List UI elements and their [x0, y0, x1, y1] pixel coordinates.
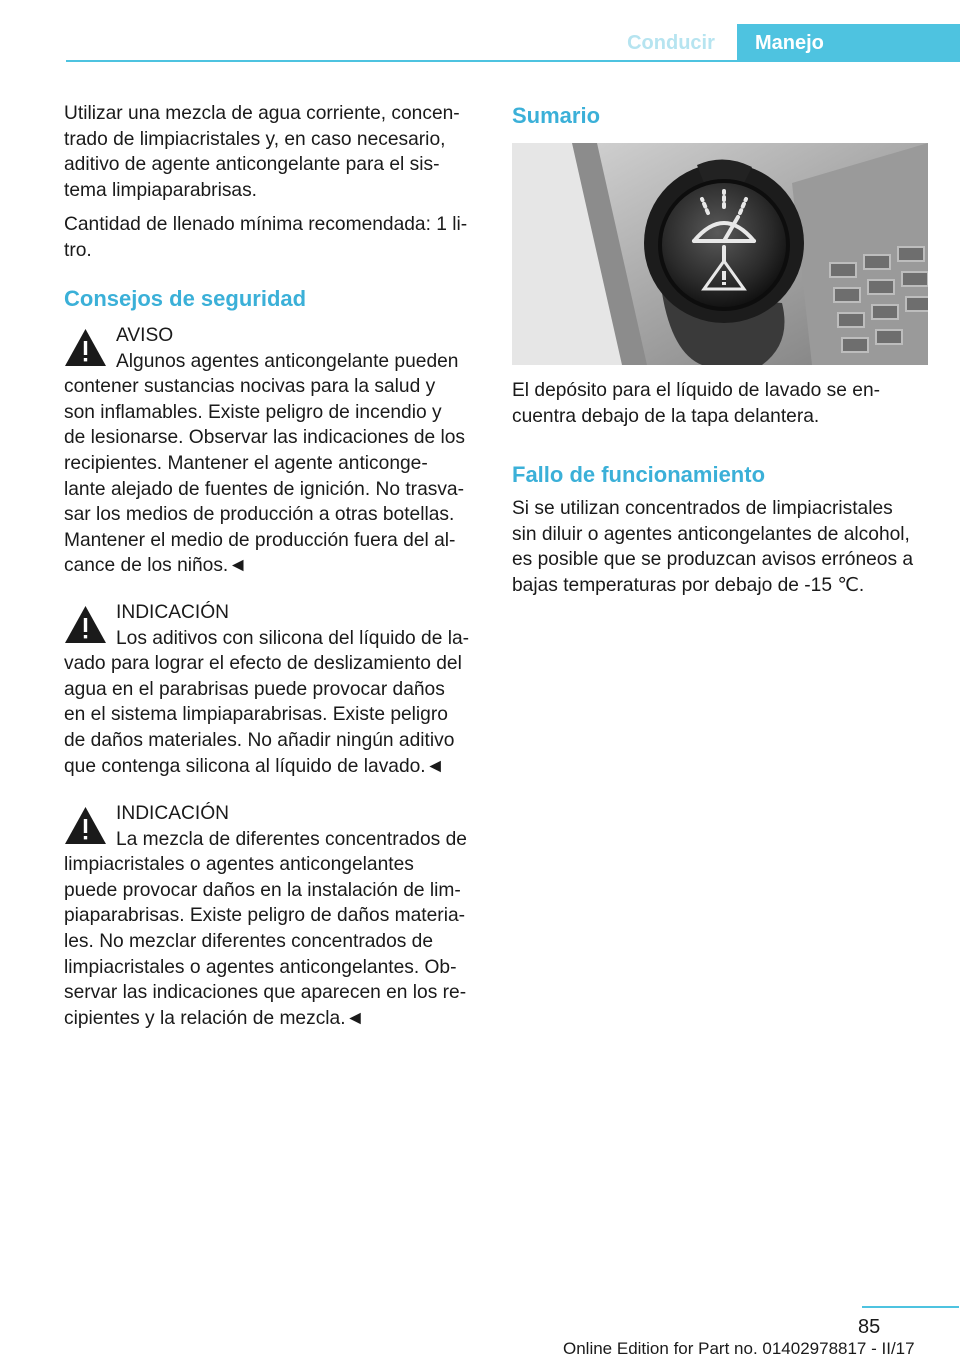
warning-title: AVISO	[116, 325, 174, 346]
text-line: Si se utilizan concentrados de limpiacristales	[512, 498, 893, 519]
washer-cap-illustration	[512, 143, 928, 365]
text-line: recipientes. Mantener el agente anticonge-	[64, 452, 428, 474]
text-line: Algunos agentes anticongelante pueden	[116, 350, 459, 372]
text-line: cance de los niños.◄	[64, 555, 248, 577]
text-line: servar las indicaciones que aparecen en los re-	[64, 982, 467, 1004]
text-line: que contenga silicona al líquido de lavado.◄	[64, 755, 445, 777]
text-line: de daños materiales. No añadir ningún aditivo	[64, 729, 455, 751]
header-divider	[66, 60, 959, 62]
text-line: agua en el parabrisas puede provocar daños	[64, 678, 445, 700]
warning-text	[64, 626, 482, 780]
text-line: cipientes y la relación de mezcla.◄	[64, 1007, 365, 1029]
text-line: les. No mezclar diferentes concentrados de	[64, 930, 434, 952]
photo-caption	[512, 378, 930, 429]
fill-quantity-paragraph	[64, 212, 482, 263]
text-line: contener sustancias nocivas para la salud y	[64, 376, 436, 398]
text-line: de lesionarse. Observar las indicaciones de los	[64, 427, 466, 449]
text-line: lante alejado de fuentes de ignición. No trasva-	[64, 478, 464, 500]
text-line: tema limpiaparabrisas.	[64, 179, 258, 201]
warning-title: INDICACIÓN	[116, 602, 229, 623]
text-line: son inflamables. Existe peligro de incendio y	[64, 401, 442, 423]
header-tab-conducir[interactable]: Conducir	[627, 32, 715, 54]
text-line: vado para lograr el efecto de deslizamiento del	[64, 653, 462, 675]
text-line: tro.	[64, 239, 92, 261]
text-line: sar los medios de producción a otras botellas.	[64, 504, 455, 526]
fault-heading: Fallo de funcionamiento	[512, 462, 766, 487]
text-line: Los aditivos con silicona del líquido de la-	[116, 627, 470, 649]
text-line: La mezcla de diferentes concentrados de	[116, 828, 467, 850]
text-line: es posible que se produzcan avisos erróneos a	[512, 549, 914, 571]
safety-heading: Consejos de seguridad	[64, 286, 307, 311]
fault-paragraph	[512, 496, 930, 598]
text-line: limpiacristales o agentes anticongelantes. Ob-	[64, 956, 457, 978]
edition-note: Online Edition for Part no. 01402978817 - II/17	[563, 1339, 915, 1358]
washer-reservoir-photo	[512, 143, 928, 365]
text-line: Mantener el medio de producción fuera del al-	[64, 529, 456, 551]
text-line: bajas temperaturas por debajo de -15 ℃.	[512, 574, 865, 596]
intro-paragraph	[64, 101, 482, 203]
text-line: puede provocar daños en la instalación de lim-	[64, 879, 461, 901]
header-tab-manejo[interactable]: Manejo	[737, 24, 960, 62]
text-line: piaparabrisas. Existe peligro de daños materia-	[64, 905, 466, 927]
warning-title: INDICACIÓN	[116, 803, 229, 824]
text-line: Cantidad de llenado mínima recomendada: 1 li-	[64, 214, 468, 235]
text-line: El depósito para el líquido de lavado se en-	[512, 380, 881, 401]
warning-text	[64, 349, 482, 579]
page-number: 85	[858, 1316, 881, 1338]
text-line: Utilizar una mezcla de agua corriente, concen-	[64, 103, 460, 124]
text-line: aditivo de agente anticongelante para el sis-	[64, 154, 440, 176]
text-line: trado de limpiacristales y, en caso necesario,	[64, 128, 446, 150]
summary-heading: Sumario	[512, 103, 601, 128]
text-line: en el sistema limpiaparabrisas. Existe peligro	[64, 704, 448, 726]
footer-divider	[862, 1306, 959, 1308]
text-line: sin diluir o agentes anticongelantes de alcohol,	[512, 523, 910, 545]
warning-text	[64, 827, 482, 1032]
text-line: limpiacristales o agentes anticongelantes	[64, 854, 414, 876]
text-line: cuentra debajo de la tapa delantera.	[512, 405, 820, 427]
